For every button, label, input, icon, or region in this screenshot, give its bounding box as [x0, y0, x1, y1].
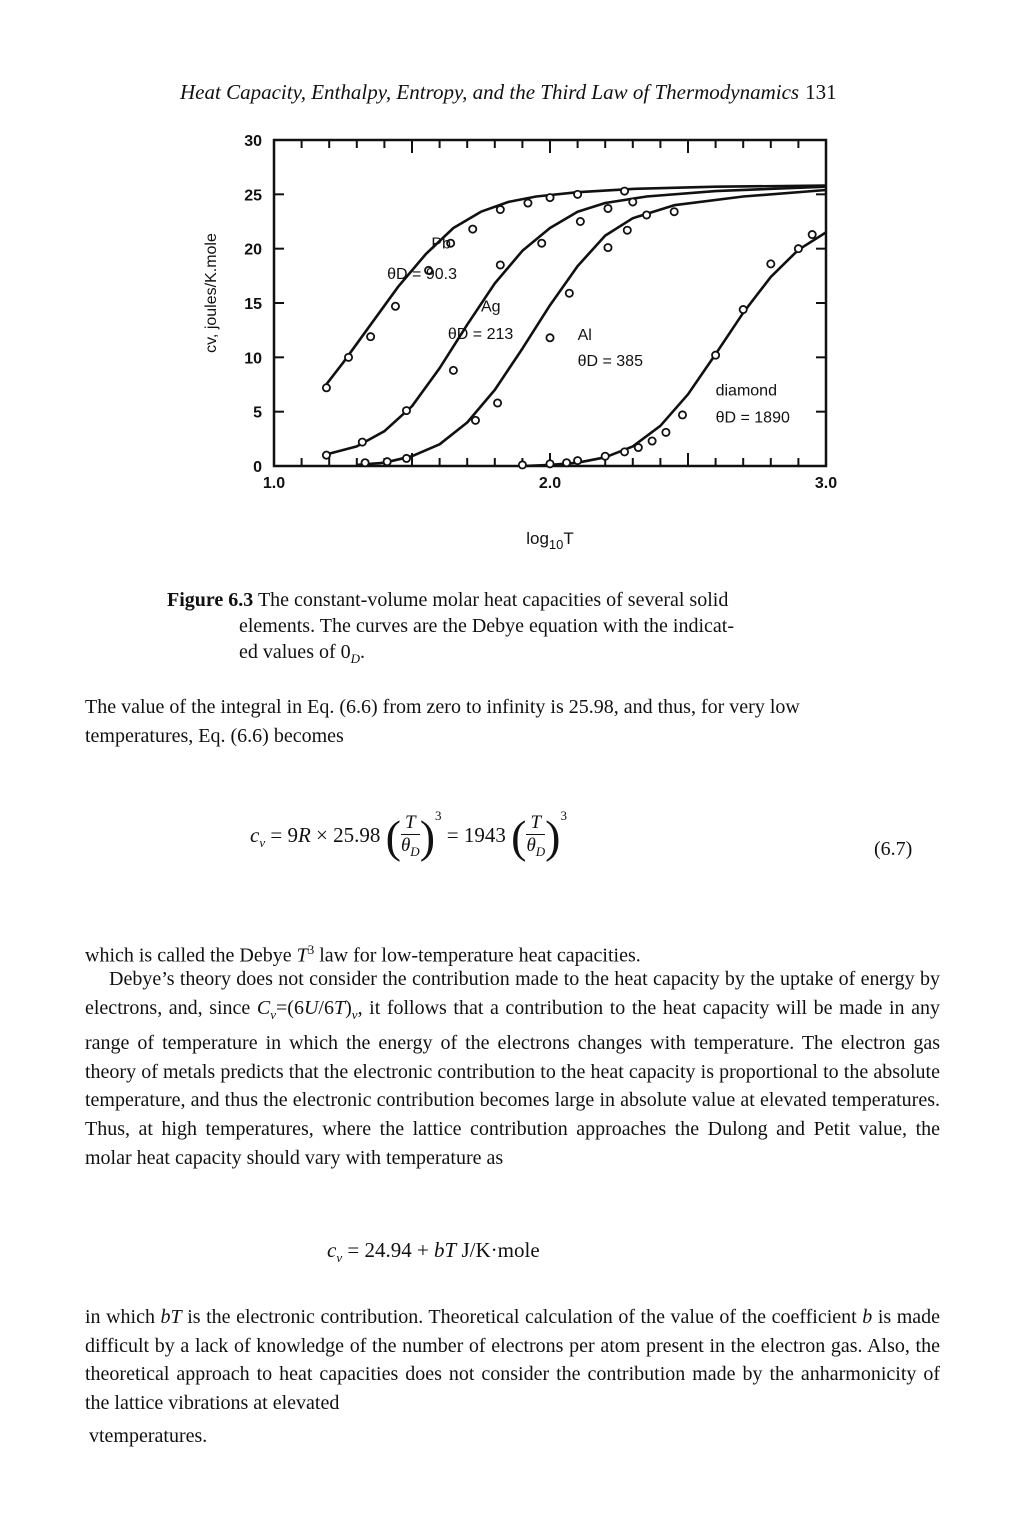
y-tick-label: 25 — [244, 187, 262, 205]
paragraph-debye-law: which is called the Debye $T^3$ law for low-temperature heat capacities. — [85, 942, 641, 967]
header-title: Heat Capacity, Enthalpy, Entropy, and the Third Law of Thermodynamics — [180, 80, 800, 104]
y-tick-label: 0 — [253, 459, 262, 476]
theta-label-al: θD = 385 — [577, 353, 643, 371]
data-point-ag — [577, 218, 584, 225]
data-point-ag — [403, 407, 410, 414]
data-point-diamond — [574, 457, 581, 464]
caption-line1: The constant-volume molar heat capacities of several solid — [257, 589, 729, 611]
curve-pb — [324, 186, 826, 388]
data-point-ag — [604, 205, 611, 212]
data-point-al — [361, 459, 368, 466]
data-point-pb — [574, 191, 581, 198]
data-point-pb — [546, 194, 553, 201]
figure-caption — [167, 587, 867, 672]
caption-line3: ed values of $0_D$. — [239, 641, 366, 666]
x-axis-label: $\log_{10}T$ — [526, 529, 574, 552]
y-axis-label: cv, joules/K.mole — [203, 233, 220, 353]
series-label-ag: Ag — [481, 298, 501, 316]
x-axis-label-subscript: 10 — [548, 537, 564, 552]
paragraph-electronic-contribution: in which bT is the electronic contribution. Theoretical calculation of the value of the coefficient b is made difficult by a lack of knowledge of the number of electrons per atom present in the electron gas. Also, the theoretical approach to heat capacities does not consider the contribution made by the anharmonicity of the lattice vibrations at elevated — [85, 1306, 941, 1414]
page-number: 131 — [805, 80, 837, 104]
data-point-diamond — [712, 352, 719, 359]
data-point-ag — [359, 438, 366, 445]
y-tick-label: 15 — [244, 296, 262, 313]
data-point-al — [472, 417, 479, 424]
data-point-diamond — [649, 437, 656, 444]
data-point-diamond — [795, 245, 802, 252]
data-point-diamond — [767, 260, 774, 267]
data-point-al — [546, 334, 553, 341]
data-point-pb — [497, 206, 504, 213]
data-point-diamond — [563, 459, 570, 466]
data-point-diamond — [546, 460, 553, 467]
data-point-pb — [469, 226, 476, 233]
paragraph-tail: vtemperatures. — [89, 1425, 208, 1447]
data-point-pb — [392, 303, 399, 310]
x-tick-label: 2.0 — [538, 475, 562, 492]
data-point-diamond — [602, 453, 609, 460]
data-point-diamond — [621, 448, 628, 455]
data-point-ag — [323, 452, 330, 459]
paragraph-line: The value of the integral in Eq. (6.6) from zero to infinity is 25.98, and thus, for very low — [85, 696, 800, 718]
curve-diamond — [522, 232, 826, 466]
data-point-pb — [323, 384, 330, 391]
data-point-diamond — [809, 231, 816, 238]
data-point-ag — [497, 261, 504, 268]
data-point-al — [494, 399, 501, 406]
data-point-al — [384, 458, 391, 465]
data-point-al — [566, 290, 573, 297]
paragraph-electrons: Debye’s theory does not consider the contribution made to the heat capacity by the uptake of energy by electrons, and, since $C_v=(6U/6T)_v$, it follows that a contribution to the heat capacity will be made in any range of temperature in which the energy of the electrons changes with temperature. The electron gas theory of metals predicts that the electronic contribution to the heat capacity is proportional to the absolute temperature, and thus the electronic contribution becomes large in absolute value at elevated temperatures. Thus, at high temperatures, where the lattice contribution approaches the Dulong and Petit value, the molar heat capacity should vary with temperature as — [85, 968, 940, 1169]
series-label-al: Al — [577, 326, 592, 344]
y-tick-label: 20 — [244, 241, 262, 259]
data-point-diamond — [662, 429, 669, 436]
theta-label-ag: θD = 213 — [447, 325, 514, 343]
data-point-al — [403, 455, 410, 462]
data-point-pb — [345, 354, 352, 361]
data-point-al — [624, 227, 631, 234]
heat-capacity-figure — [190, 128, 850, 568]
x-axis-label-tail: T — [563, 529, 574, 548]
y-tick-label: 30 — [244, 133, 262, 150]
data-point-ag — [629, 198, 636, 205]
data-point-diamond — [679, 411, 686, 418]
x-tick-label: 1.0 — [262, 475, 286, 492]
data-point-diamond — [740, 306, 747, 313]
equation-number: (6.7) — [874, 838, 913, 860]
data-point-al — [671, 208, 678, 215]
x-tick-label: 3.0 — [814, 475, 838, 492]
y-tick-label: 10 — [244, 350, 262, 368]
data-point-al — [604, 244, 611, 251]
data-point-pb — [621, 187, 628, 194]
caption-line2: elements. The curves are the Debye equation with the indicat- — [239, 615, 734, 637]
data-point-ag — [538, 240, 545, 247]
running-header — [180, 80, 940, 105]
paragraph-integral — [85, 693, 940, 750]
equation-debye-t3: $c_v = 9R \times 25.98$ ( $\frac{T}{\theta_D}$ )$^3$ = 1943 ( $\frac{T}{\theta_D}$ )$^3$ — [250, 808, 567, 863]
caption-label: Figure 6.3 — [167, 589, 254, 611]
data-point-pb — [524, 199, 531, 206]
equation-electronic: $c_v = 24.94$ + bT J/K·mole — [327, 1238, 540, 1266]
theta-label-pb: θD = 90.3 — [387, 266, 457, 284]
data-point-diamond — [519, 461, 526, 468]
data-point-diamond — [635, 444, 642, 451]
data-point-pb — [367, 333, 374, 340]
theta-label-diamond: θD = 1890 — [715, 409, 790, 427]
paragraph-line: temperatures, Eq. (6.6) becomes — [85, 724, 344, 747]
y-tick-label: 5 — [253, 404, 262, 422]
series-label-diamond: diamond — [715, 382, 777, 400]
data-point-al — [643, 211, 650, 218]
series-label-pb: Pb — [431, 235, 451, 253]
data-point-ag — [450, 367, 457, 374]
